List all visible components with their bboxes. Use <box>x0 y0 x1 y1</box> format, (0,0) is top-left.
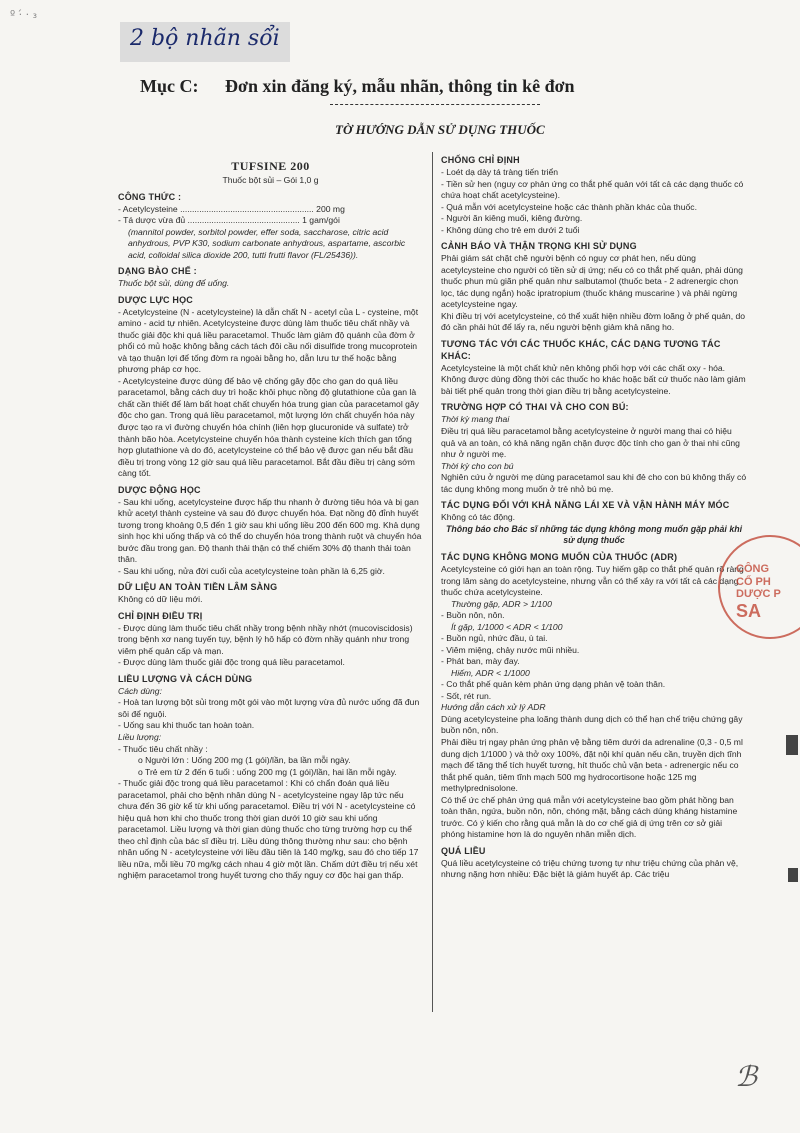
paragraph: Phải điều trị ngay phản ứng phản vệ bằng tiêm dưới da adrenaline (0,3 - 0,5 ml dung dịch 1/1000 ) và thở oxy 100%, đặt nội khí quản nếu cần, truyền dịch tĩnh mạch để tăng thể tích huyết tương, hít thuốc chủ vận beta - adrenergic nếu co thắt phế quản, tiêm tĩnh mạch 500 mg hydrocortisone hoặc 125 mg methylprednisolone. <box>441 737 743 794</box>
paragraph: Không có dữ liệu mới. <box>118 594 203 605</box>
product-form: Thuốc bột sủi – Gói 1,0 g <box>222 175 319 186</box>
italic-subheading: Thời kỳ mang thai <box>441 414 510 425</box>
italic-paragraph: Ít gặp, 1/1000 < ADR < 1/100 <box>451 621 563 632</box>
paragraph: - Thuốc giải độc trong quá liều paracetamol : Khi có chẩn đoán quá liều paracetamol, phải cho bệnh nhân dùng N - acetylcysteine ngay lập tức nếu chưa đến 36 giờ kể từ khi uống paracetamol. Điều trị với N - acetylcysteine có hiệu quả hơn khi cho thuốc trong thời gian dưới 10 giờ sau khi uống paracetamol. Liều lượng và thời gian dùng thuốc cho từng trường hợp cụ thể theo chỉ định của bác sĩ điều trị. Liều dùng thông thường như sau: cho bệnh nhân uống N - acetylcysteine với liều đầu tiên là 140 mg/kg, sau đó cho tiếp 17 liều nữa, mỗi liều 70 mg/kg cách nhau 4 giờ một lần. Chấm dứt điều trị nếu xét nghiệm paracetamol trong huyết tương cho thấy nguy cơ độc hại gan thấp. <box>118 778 419 881</box>
paragraph: - Uống sau khi thuốc tan hoàn toàn. <box>118 720 255 731</box>
italic-paragraph: Hiếm, ADR < 1/1000 <box>451 667 530 678</box>
list-item: o Người lớn : Uống 200 mg (1 gói)/lần, ba lần mỗi ngày. <box>138 755 351 766</box>
italic-paragraph: (mannitol powder, sorbitol powder, effer soda, saccharose, citric acid anhydrous, PVP K30, sodium carbonate anhydrous, aspartame, ascorbic acid, colloidal silica dioxide 200, tutti frutti flavor (FL/25436)). <box>128 226 406 260</box>
section-heading: TÁC DỤNG KHÔNG MONG MUỐN CỦA THUỐC (ADR) <box>441 552 678 563</box>
paragraph: - Người ăn kiêng muối, kiêng đường. <box>441 213 583 224</box>
paragraph: Nghiên cứu ở người mẹ dùng paracetamol sau khi đẻ cho con bú không thấy có tác dụng không mong muốn ở trẻ nhỏ bú mẹ. <box>441 472 747 494</box>
paragraph: - Tiền sử hen (nguy cơ phản ứng co thắt phế quản với tất cả các dạng thuốc có chứa hoạt chất acetylcysteine). <box>441 178 744 201</box>
paragraph: Điều trị quá liều paracetamol bằng acetylcysteine ở người mang thai có hiệu quả và an toàn, có khả năng ngăn chặn được độc tính cho gan ở thai nhi cũng như ở người mẹ. <box>441 426 740 460</box>
paragraph: - Loét dạ dày tá tràng tiến triển <box>441 167 559 178</box>
list-item: o Trẻ em từ 2 đến 6 tuổi : uống 200 mg (1 gói)/lần, hai lần mỗi ngày. <box>138 766 397 777</box>
paragraph: - Sau khi uống, acetylcysteine được hấp thu nhanh ở đường tiêu hóa và bị gan khử acetyl thành cysteine và sau đó được chuyển hóa. Đạt nồng độ đỉnh huyết tương trong khoảng 0,5 đến 1 giờ sau khi uống liều 200 đến 600 mg. Khả dụng sinh học khi uống thấp và có thể do chuyển hóa trong thành ruột và chuyển hóa bước đầu trong gan. Độ thanh thải thận có thể chiếm 30% độ thanh thải toàn thân. <box>118 496 422 565</box>
paragraph: - Acetylcysteine (N - acetylcysteine) là dẫn chất N - acetyl của L - cysteine, một amino - acid tự nhiên. Acetylcysteine được dùng làm thuốc tiêu chất nhầy và thuốc giải độc khi quá liều paracetamol. Thuốc làm giảm độ quánh của đờm ở phổi có mủ hoặc không bằng cách tách đôi cầu nối disulfide trong mucoprotein và tạo thuận lợi để tống đờm ra ngoài bằng ho, dẫn lưu tư thế hoặc bằng phương pháp cơ học. <box>118 306 419 375</box>
edge-mark <box>788 868 798 882</box>
section-label: Mục C: <box>140 76 199 96</box>
left-column <box>118 158 423 882</box>
section-heading: DỮ LIỆU AN TOÀN TIỀN LÂM SÀNG <box>118 582 278 593</box>
section-rule <box>330 104 540 105</box>
section-heading: TÁC DỤNG ĐỐI VỚI KHẢ NĂNG LÁI XE VÀ VẬN HÀNH MÁY MÓC <box>441 500 730 511</box>
section-heading: DƯỢC ĐỘNG HỌC <box>118 484 201 495</box>
paragraph: - Acetylcysteine được dùng để bảo vệ chống gây độc cho gan do quá liều paracetamol, bằng cách duy trì hoặc khôi phục nồng độ glutathione của gan là chất cần thiết để làm bất hoạt chất chuyển hóa trung gian của paracetamol gây độc cho gan. Trong quá liều paracetamol, một lượng lớn chất chuyển hóa này được tạo ra vì đường chuyển hóa chính (liên hợp glucuronide và sulfate) trở thành bão hòa. Acetylcysteine chuyển hóa thành cysteine kích thích gan tổng hợp glutathione và do đó, acetylcysteine có thể bảo vệ được gan nếu bắt đầu điều trị trong vòng 12 giờ sau quá liều paracetamol. Bắt đầu điều trị càng sớm càng tốt. <box>118 375 419 479</box>
paragraph: - Không dùng cho trẻ em dưới 2 tuổi <box>441 224 580 235</box>
handwritten-note: 2 bộ nhãn sổi <box>120 22 290 62</box>
paragraph: Dùng acetylcysteine pha loãng thành dung dịch có thể hạn chế triệu chứng gây buồn nôn, nôn. <box>441 713 743 736</box>
italic-subheading: Thuốc bột sủi, dùng để uống. <box>118 278 230 289</box>
paragraph: - Buồn ngủ, nhức đầu, ù tai. <box>441 633 548 644</box>
column-divider <box>432 152 433 1012</box>
paragraph: - Tá dược vừa đủ ............................................... 1 gam/gói <box>118 215 340 226</box>
paragraph: - Quá mẫn với acetylcysteine hoặc các thành phần khác của thuốc. <box>441 201 697 212</box>
paragraph: - Thuốc tiêu chất nhầy : <box>118 743 208 754</box>
paragraph: - Co thắt phế quản kèm phản ứng dạng phản vệ toàn thân. <box>441 679 666 690</box>
section-heading: CẢNH BÁO VÀ THẬN TRỌNG KHI SỬ DỤNG <box>441 241 637 252</box>
paragraph: - Sau khi uống, nửa đời cuối của acetylcysteine toàn phần là 6,25 giờ. <box>118 565 385 576</box>
paragraph: - Viêm miệng, chảy nước mũi nhiều. <box>441 644 580 655</box>
paragraph: - Hoà tan lượng bột sủi trong một gói vào một lượng vừa đủ nước uống đã đun sôi để nguội. <box>118 697 420 719</box>
italic-subheading: Liều lượng: <box>118 732 162 742</box>
italic-paragraph: Thường gặp, ADR > 1/100 <box>451 598 552 609</box>
section-heading: CHỈ ĐỊNH ĐIỀU TRỊ <box>118 610 203 621</box>
paragraph: Quá liều acetylcysteine có triệu chứng tương tự như triệu chứng của phản vệ, nhưng nặng hơn nhiều: Đặc biệt là giảm huyết áp. Các triệu <box>441 857 739 880</box>
paragraph: - Acetylcysteine ........................................................ 200 mg <box>118 203 345 214</box>
paragraph: - Phát ban, mày đay. <box>441 656 520 667</box>
italic-subheading: Hướng dẫn cách xử lý ADR <box>441 702 546 713</box>
notice-text: Thông báo cho Bác sĩ những tác dụng không mong muốn gặp phải khi sử dụng thuốc <box>445 523 743 546</box>
signature: ℬ <box>735 1062 758 1093</box>
paragraph: - Được dùng làm thuốc tiêu chất nhầy trong bệnh nhầy nhớt (mucoviscidosis) trong bệnh xơ nang tuyến tụy, bệnh lý hô hấp có đờm nhầy quánh như trong viêm phế quản cấp và mạn. <box>118 622 413 656</box>
section-heading: CÔNG THỨC : <box>118 191 182 202</box>
italic-subheading: Thời kỳ cho con bú <box>441 460 514 471</box>
section-heading: TRƯỜNG HỢP CÓ THAI VÀ CHO CON BÚ: <box>441 402 629 413</box>
paragraph: Có thể ức chế phản ứng quá mẫn với acetylcysteine bao gồm phát hồng ban toàn thân, ngứa, buồn nôn, nôn, chóng mặt, bằng cách dùng kháng histamine trước. Có ý kiến cho rằng quá mẫn là do cơ chế giả dị ứng trên cơ sở giải phóng histamine hơn là do nguyên nhân miễn dịch. <box>441 794 738 840</box>
stamp-text: CÔNG CỔ PH DƯỢC P SA <box>736 563 781 621</box>
paragraph: - Sốt, rét run. <box>441 690 492 701</box>
section-heading: QUÁ LIỀU <box>441 845 486 856</box>
paragraph: Acetylcysteine có giới hạn an toàn rộng. Tuy hiếm gặp co thắt phế quản rõ ràng trong lâm sàng do acetylcysteine, nhưng vẫn có thể xảy ra với tất cả các dạng thuốc chứa acetylcysteine. <box>441 564 744 598</box>
document-subtitle: TỜ HƯỚNG DẪN SỬ DỤNG THUỐC <box>335 122 545 137</box>
section-heading: CHỐNG CHỈ ĐỊNH <box>441 155 520 165</box>
paragraph: - Được dùng làm thuốc giải độc trong quá liều paracetamol. <box>118 657 345 668</box>
product-name: TUFSINE 200 <box>231 159 310 173</box>
corner-mark: º ·́ · ₃ <box>10 8 38 21</box>
italic-subheading: Cách dùng: <box>118 685 162 696</box>
section-heading: TƯƠNG TÁC VỚI CÁC THUỐC KHÁC, CÁC DẠNG TƯƠNG TÁC KHÁC: <box>441 338 721 361</box>
right-column <box>441 150 747 881</box>
paragraph: Acetylcysteine là một chất khử nên không phối hợp với các chất oxy - hóa. Không được dùng đồng thời các thuốc ho khác hoặc bất cứ thuốc nào làm giảm bài tiết phế quản trong thời gian điều trị bằng acetylcysteine. <box>441 362 746 396</box>
section-heading: DẠNG BÀO CHẾ : <box>118 266 197 277</box>
section-heading: DƯỢC LỰC HỌC <box>118 294 194 305</box>
section-title <box>140 76 575 97</box>
paragraph: Không có tác động. <box>441 512 516 523</box>
section-heading: LIỀU LƯỢNG VÀ CÁCH DÙNG <box>118 673 253 684</box>
section-heading: Đơn xin đăng ký, mẫu nhãn, thông tin kê đơn <box>224 76 575 96</box>
paragraph: - Buồn nôn, nôn. <box>441 610 505 621</box>
paragraph: Khi điều trị với acetylcysteine, có thể xuất hiện nhiều đờm loãng ở phế quản, do đó cần phải hút để lấy ra, nếu người bệnh giảm khả năng ho. <box>441 310 746 333</box>
paragraph: Phải giám sát chặt chẽ người bệnh có nguy cơ phát hen, nếu dùng acetylcysteine cho người có tiền sử dị ứng; nếu có co thắt phế quản, phải dùng thuốc phun mù giãn phế quản như salbutamol (thuốc beta - 2 adrenergic chọn lọc, tác dụng ngắn) hoặc ipratropium (thuốc kháng muscarine ) và phải ngừng acetylcysteine ngay. <box>441 253 743 310</box>
edge-mark <box>786 735 798 755</box>
